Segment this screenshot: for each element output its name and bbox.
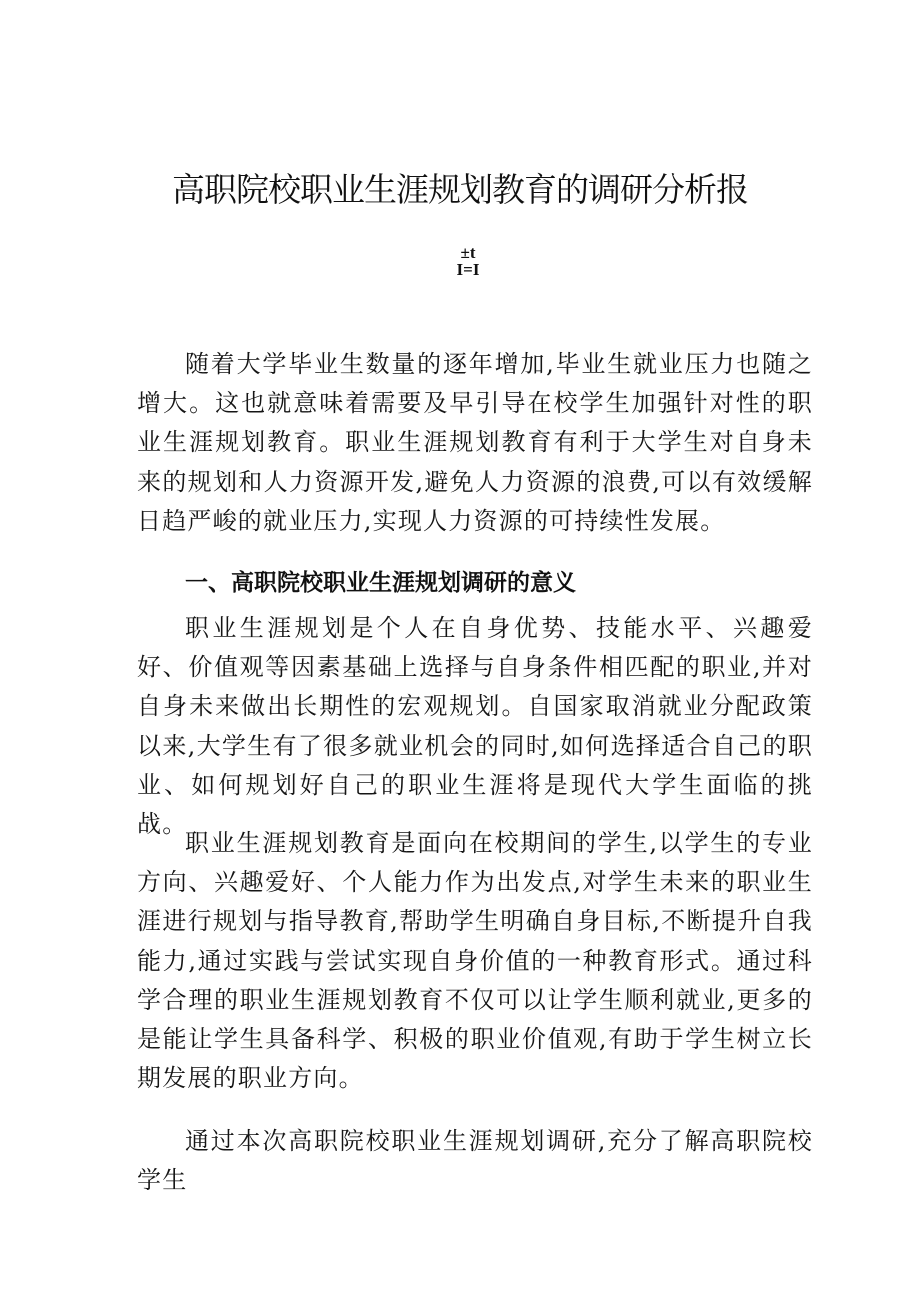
title-continuation-text: ±t I=I <box>456 243 480 279</box>
paragraph-intro: 随着大学毕业生数量的逐年增加,毕业生就业压力也随之增大。这也就意味着需要及早引导在校学生加强针对性的职业生涯规划教育。职业生涯规划教育有利于大学生对自身未来的规划和人力资源开发,避免人力资源的浪费,可以有效缓解日趋严峻的就业压力,实现人力资源的可持续性发展。 <box>137 350 813 535</box>
document-title: 高职院校职业生涯规划教育的调研分析报 <box>172 170 748 209</box>
paragraph-education: 职业生涯规划教育是面向在校期间的学生,以学生的专业方向、兴趣爱好、个人能力作为出发点,对学生未来的职业生涯进行规划与指导教育,帮助学生明确自身目标,不断提升自我能力,通过实践与尝试实现自身价值的一种教育形式。通过科学合理的职业生涯规划教育不仅可以让学生顺利就业,更多的是能让学生具备科学、积极的职业价值观,有助于学生树立长期发展的职业方向。 <box>137 829 813 1093</box>
title-continuation <box>448 244 488 278</box>
paragraph-survey: 通过本次高职院校职业生涯规划调研,充分了解高职院校学生 <box>137 1127 813 1195</box>
section-heading: 一、高职院校职业生涯规划调研的意义 <box>185 570 576 596</box>
paragraph-definition: 职业生涯规划是个人在自身优势、技能水平、兴趣爱好、价值观等因素基础上选择与自身条件相匹配的职业,并对自身未来做出长期性的宏观规划。自国家取消就业分配政策以来,大学生有了很多就业机会的同时,如何选择适合自己的职业、如何规划好自己的职业生涯将是现代大学生面临的挑战。 <box>137 614 813 839</box>
